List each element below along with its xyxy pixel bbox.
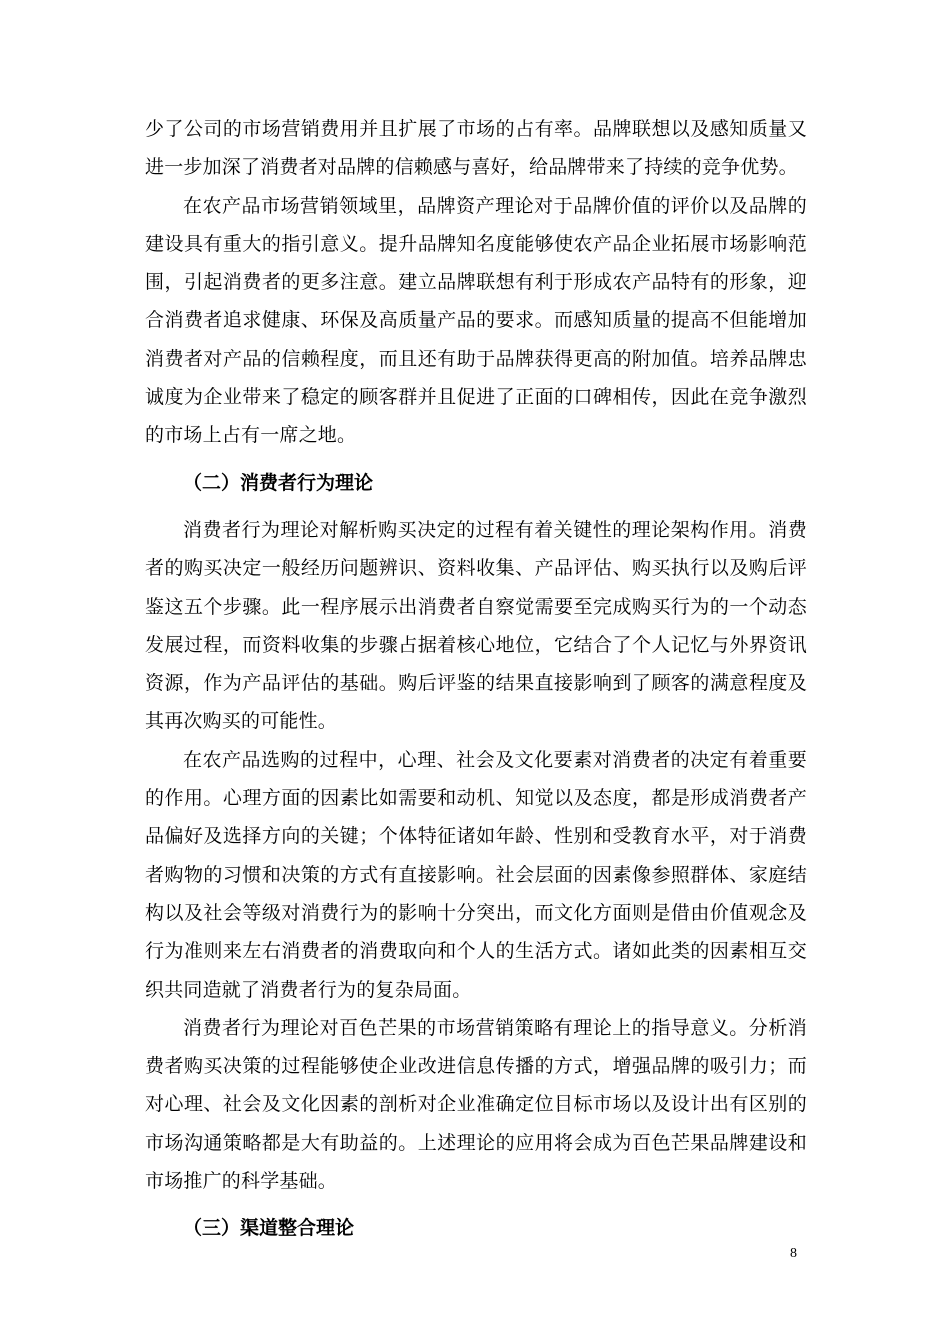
paragraph-influencing-factors: 在农产品选购的过程中，心理、社会及文化要素对消费者的决定有着重要的作用。心理方面的因素比如需要和动机、知觉以及态度，都是形成消费者产品偏好及选择方向的关键；个体特征诸如年龄、性别和受教育水平，对于消费者购物的习惯和决策的方式有直接影响。社会层面的因素像参照群体、家庭结构以及社会等级对消费行为的影响十分突出，而文化方面则是借由价值观念及行为准则来左右消费者的消费取向和个人的生活方式。诸如此类的因素相互交织共同造就了消费者行为的复杂局面。	[145, 748, 807, 1001]
paragraph-consumer-decision: 消费者行为理论对解析购买决定的过程有着关键性的理论架构作用。消费者的购买决定一般经历问题辨识、资料收集、产品评估、购买执行以及购后评鉴这五个步骤。此一程序展示出消费者自察觉需要至完成购买行为的一个动态发展过程，而资料收集的步骤占据着核心地位，它结合了个人记忆与外界资讯资源，作为产品评估的基础。购后评鉴的结果直接影响到了顾客的满意程度及其再次购买的可能性。	[145, 518, 807, 733]
paragraph-brand-equity: 在农产品市场营销领域里，品牌资产理论对于品牌价值的评价以及品牌的建设具有重大的指引意义。提升品牌知名度能够使农产品企业拓展市场影响范围，引起消费者的更多注意。建立品牌联想有利于形成农产品特有的形象，迎合消费者追求健康、环保及高质量产品的要求。而感知质量的提高不但能增加消费者对产品的信赖程度，而且还有助于品牌获得更高的附加值。培养品牌忠诚度为企业带来了稳定的顾客群并且促进了正面的口碑相传，因此在竞争激烈的市场上占有一席之地。	[145, 194, 807, 447]
page-number: 8	[790, 1246, 797, 1261]
paragraph-continued: 少了公司的市场营销费用并且扩展了市场的占有率。品牌联想以及感知质量又进一步加深了消费者对品牌的信赖感与喜好，给品牌带来了持续的竞争优势。	[145, 118, 807, 179]
section-heading-consumer-behavior: （二）消费者行为理论	[183, 471, 374, 494]
paragraph-mango-application: 消费者行为理论对百色芒果的市场营销策略有理论上的指导意义。分析消费者购买决策的过程能够使企业改进信息传播的方式，增强品牌的吸引力；而对心理、社会及文化因素的剖析对企业准确定位目标市场以及设计出有区别的市场沟通策略都是大有助益的。上述理论的应用将会成为百色芒果品牌建设和市场推广的科学基础。	[145, 1016, 807, 1193]
section-heading-channel-integration: （三）渠道整合理论	[183, 1217, 355, 1240]
document-body	[145, 110, 807, 1257]
